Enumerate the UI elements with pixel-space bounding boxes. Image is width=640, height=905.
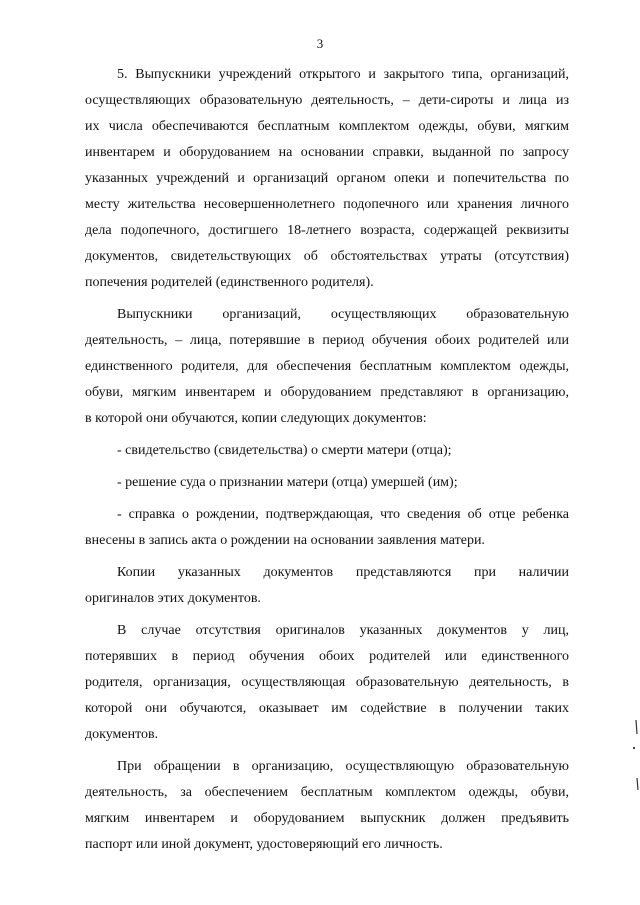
text-line: - свидетельство (свидетельства) о смерти матери (отца);: [117, 443, 452, 458]
text-line: месту жительства несовершеннолетнего подопечного или хранения личного: [85, 197, 569, 212]
text-line: деятельность, за обеспечением бесплатным комплектом одежды, обуви,: [85, 785, 569, 800]
text-line: При обращении в организацию, осуществляющую образовательную: [117, 759, 569, 774]
text-line: - решение суда о признании матери (отца) умершей (им);: [117, 475, 458, 490]
text-line: - справка о рождении, подтверждающая, что сведения об отце ребенка: [117, 507, 569, 522]
text-line: Копии указанных документов представляются при наличии: [117, 565, 569, 580]
text-line: родителя, организация, осуществляющая образовательную деятельность, в: [85, 675, 569, 690]
text-line: указанных учреждений и организаций органом опеки и попечительства по: [85, 171, 569, 186]
text-line: осуществляющих образовательную деятельность, – дети-сироты и лица из: [85, 93, 569, 108]
text-line: дела подопечного, достигшего 18-летнего возраста, содержащей реквизиты: [85, 223, 569, 238]
text-line: паспорт или иной документ, удостоверяющий его личность.: [85, 837, 443, 852]
text-line: деятельность, – лица, потерявшие в период обучения обоих родителей или: [85, 333, 569, 348]
paragraph: [85, 302, 569, 432]
text-line: попечения родителей (единственного родителя).: [85, 275, 374, 290]
text-line: обуви, мягким инвентарем и оборудованием представляют в организацию,: [85, 385, 569, 400]
text-line: инвентарем и оборудованием на основании справки, выданной по запросу: [85, 145, 569, 160]
paragraph: [85, 62, 569, 296]
paragraph: [85, 560, 569, 612]
paragraph: [117, 470, 569, 496]
text-line: в которой они обучаются, копии следующих документов:: [85, 411, 427, 426]
text-line: которой они обучаются, оказывает им содействие в получении таких: [85, 701, 569, 716]
margin-scan-marks: [630, 720, 640, 810]
text-line: В случае отсутствия оригиналов указанных документов у лиц,: [117, 623, 569, 638]
text-line: мягким инвентарем и оборудованием выпускник должен предъявить: [85, 811, 569, 826]
text-line: документов.: [85, 727, 159, 742]
text-line: документов, свидетельствующих об обстоятельствах утраты (отсутствия): [85, 249, 569, 264]
text-line: потерявших в период обучения обоих родителей или единственного: [85, 649, 569, 664]
paragraph: [85, 754, 569, 858]
paragraph: [85, 618, 569, 748]
text-line: единственного родителя, для обеспечения бесплатным комплектом одежды,: [85, 359, 569, 374]
text-line: оригиналов этих документов.: [85, 591, 261, 606]
paragraph: [85, 502, 569, 554]
page-number: 3: [316, 36, 324, 51]
text-line: Выпускники организаций, осуществляющих образовательную: [117, 307, 569, 322]
text-line: 5. Выпускники учреждений открытого и закрытого типа, организаций,: [117, 67, 569, 82]
paragraph: [117, 438, 569, 464]
text-line: внесены в запись акта о рождении на основании заявления матери.: [85, 533, 485, 548]
document-body: [85, 62, 569, 864]
text-line: их числа обеспечиваются бесплатным комплектом одежды, обуви, мягким: [85, 119, 569, 134]
